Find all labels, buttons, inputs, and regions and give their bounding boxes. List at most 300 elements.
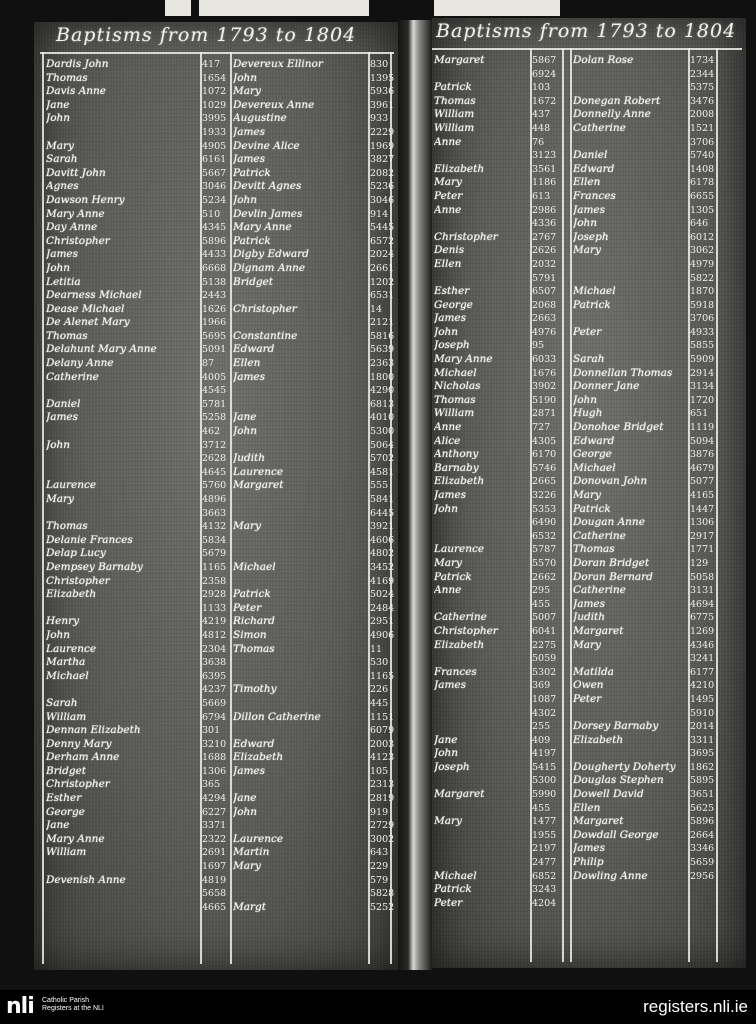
register-entry-name: Judith xyxy=(573,611,606,624)
register-entry-number: 1697 xyxy=(202,861,227,873)
register-entry-name: James xyxy=(434,312,467,325)
register-entry-number: 4210 xyxy=(690,680,715,692)
register-entry-name: Margaret xyxy=(573,815,624,828)
register-entry-name xyxy=(573,312,687,326)
register-entry-number: 5822 xyxy=(690,272,715,284)
register-entry-number: 3827 xyxy=(370,154,395,166)
register-entry-name: Mary xyxy=(46,139,74,152)
register-entry-number: 2665 xyxy=(532,476,557,488)
register-entry-number: 4665 xyxy=(202,901,227,913)
register-entry-name: Christopher xyxy=(434,230,498,243)
register-entry-number: 462 xyxy=(202,426,221,438)
register-entry-name: James xyxy=(573,203,606,216)
register-entry-name xyxy=(573,747,687,761)
register-entry-number: 1521 xyxy=(690,122,715,134)
register-entry-name: Mary Anne xyxy=(46,832,105,845)
register-entry-number: 1305 xyxy=(690,204,715,216)
register-entry-number: 5252 xyxy=(370,901,395,913)
register-entry-name: Martin xyxy=(233,846,270,859)
register-entry-number: 2661 xyxy=(370,262,395,274)
register-entry-name xyxy=(233,887,367,901)
register-entry-name: Devenish Anne xyxy=(46,873,126,886)
register-entry-name xyxy=(434,774,528,788)
register-entry-name: Mary xyxy=(434,556,462,569)
register-entry-name: Dignam Anne xyxy=(233,261,306,274)
register-entry-name: Peter xyxy=(573,692,602,705)
register-entry-name: Dowell David xyxy=(573,788,644,801)
register-entry-number: 2014 xyxy=(690,721,715,733)
register-entry-number: 1966 xyxy=(202,317,227,329)
register-entry-number: 4123 xyxy=(370,752,395,764)
register-entry-name xyxy=(46,602,198,616)
register-entry-name: George xyxy=(573,448,612,461)
register-entry-number: 6161 xyxy=(202,154,227,166)
register-entry-number: 2229 xyxy=(370,126,395,138)
page-tab xyxy=(165,0,191,16)
register-entry-name: Laurence xyxy=(233,832,284,845)
register-entry-name: James xyxy=(434,679,467,692)
register-entry-name: Mary Anne xyxy=(434,353,493,366)
register-entry-number: 2068 xyxy=(532,299,557,311)
register-entry-number: 1688 xyxy=(202,752,227,764)
register-entry-number: 5024 xyxy=(370,589,395,601)
register-entry-name: Ellen xyxy=(434,257,462,270)
register-entry-number: 4812 xyxy=(202,629,227,641)
register-entry-name xyxy=(233,507,367,521)
register-entry-name: Donohoe Bridget xyxy=(573,421,664,434)
register-entry-name: Doran Bernard xyxy=(573,570,653,583)
register-entry-name xyxy=(233,819,367,833)
register-entry-name: Mary xyxy=(46,493,74,505)
register-entry-number: 5791 xyxy=(532,272,557,284)
register-entry-name xyxy=(233,697,367,711)
register-entry-name: James xyxy=(233,153,266,166)
register-entry-number: 5909 xyxy=(690,354,715,366)
register-entry-number: 5658 xyxy=(202,888,227,900)
register-entry-name: Peter xyxy=(573,325,602,338)
register-entry-name: Thomas xyxy=(573,543,615,556)
nli-logo[interactable]: nli xyxy=(6,994,34,1019)
register-entry-name: Owen xyxy=(573,679,604,692)
register-entry-name: Thomas xyxy=(46,71,88,84)
register-entry-number: 5064 xyxy=(370,439,395,451)
register-entry-number: 2024 xyxy=(370,249,395,261)
register-entry-name: Dease Michael xyxy=(46,302,125,315)
register-entry-number: 2917 xyxy=(690,530,715,542)
register-entry-number: 2928 xyxy=(202,589,227,601)
register-entry-name: Timothy xyxy=(233,683,277,696)
register-entry-number: 1408 xyxy=(690,163,715,175)
register-entry-name: Denis xyxy=(434,244,465,257)
register-entry-number: 2628 xyxy=(202,453,227,465)
register-entry-number: 1165 xyxy=(202,561,227,573)
register-entry-name: Dowling Anne xyxy=(573,869,648,882)
register-entry-name: Letitia xyxy=(46,275,81,288)
register-entry-number: 4694 xyxy=(690,598,715,610)
register-entry-name: Thomas xyxy=(233,642,275,655)
register-entry-name xyxy=(46,452,198,466)
register-entry-number: 6445 xyxy=(370,507,395,519)
register-entry-name: John xyxy=(434,325,459,338)
register-entry-number: 5234 xyxy=(202,194,227,206)
register-entry-name: Margaret xyxy=(434,54,485,66)
register-entry-name: Dolan Rose xyxy=(573,54,634,66)
register-entry-number: 1495 xyxy=(690,693,715,705)
register-entry-number: 6507 xyxy=(532,286,557,298)
register-entry-number: 6775 xyxy=(690,612,715,624)
register-entry-name: William xyxy=(434,121,475,134)
register-entry-name: Patrick xyxy=(434,883,472,896)
register-entry-number: 5625 xyxy=(690,802,715,814)
register-entry-number: 4294 xyxy=(202,793,227,805)
ruled-line xyxy=(230,52,232,964)
register-entry-name: Laurence xyxy=(46,479,97,492)
register-entry-number: 5659 xyxy=(690,857,715,869)
register-entry-number: 2663 xyxy=(532,313,557,325)
register-entry-number: 437 xyxy=(532,109,551,121)
register-entry-number: 4165 xyxy=(690,490,715,501)
register-entry-number: 3476 xyxy=(690,95,715,107)
register-entry-name: Davitt John xyxy=(46,166,106,179)
register-entry-name: Margaret xyxy=(233,479,284,492)
register-entry-number: 4976 xyxy=(532,326,557,338)
register-entry-number: 3651 xyxy=(690,789,715,801)
register-entry-name: Michael xyxy=(434,366,477,379)
register-entry-name xyxy=(434,802,528,816)
register-entry-number: 651 xyxy=(690,408,709,420)
register-entry-number: 1133 xyxy=(202,602,227,614)
register-entry-number: 5896 xyxy=(690,816,715,828)
register-entry-number: 1087 xyxy=(532,693,557,705)
register-entry-number: 1734 xyxy=(690,55,715,66)
register-entry-number: 646 xyxy=(690,218,709,230)
register-entry-name: Henry xyxy=(46,615,80,628)
register-entry-number: 4896 xyxy=(202,494,227,505)
register-entry-name: Dennan Elizabeth xyxy=(46,724,141,737)
register-entry-name xyxy=(573,136,687,150)
register-entry-name: Elizabeth xyxy=(434,638,485,651)
register-entry-name: Sarah xyxy=(46,696,78,709)
register-entry-number: 4290 xyxy=(370,385,395,397)
register-entry-number: 5702 xyxy=(370,453,395,465)
register-entry-name: Mary xyxy=(233,520,261,533)
register-entry-number: 3371 xyxy=(202,820,227,832)
register-entry-number: 1771 xyxy=(690,544,715,556)
register-entry-name: Patrick xyxy=(233,234,271,247)
register-entry-number: 3226 xyxy=(532,490,557,501)
register-entry-number: 4237 xyxy=(202,684,227,696)
register-entry-name: Catherine xyxy=(46,370,99,383)
register-entry-number: 409 xyxy=(532,734,551,746)
register-entry-number: 5990 xyxy=(532,789,557,801)
register-entry-number: 4010 xyxy=(370,412,395,424)
register-entry-number: 5679 xyxy=(202,548,227,560)
register-entry-number: 4132 xyxy=(202,521,227,533)
register-entry-name: John xyxy=(46,438,71,451)
register-entry-name xyxy=(233,398,367,412)
ruled-line xyxy=(432,48,742,50)
register-entry-name: Jane xyxy=(233,411,257,424)
register-entry-name: Dearness Michael xyxy=(46,289,142,302)
register-entry-name: Margt xyxy=(233,900,266,913)
register-entry-number: 3243 xyxy=(532,884,557,896)
register-entry-name: John xyxy=(434,502,459,515)
register-entry-number: 229 xyxy=(370,861,389,873)
register-entry-number: 6033 xyxy=(532,354,557,366)
register-entry-number: 2986 xyxy=(532,204,557,216)
register-entry-number: 5760 xyxy=(202,480,227,492)
register-entry-name: Frances xyxy=(434,665,477,678)
name-column xyxy=(233,58,367,914)
register-entry-number: 3921 xyxy=(370,521,395,533)
register-entry-name: Dillon Catherine xyxy=(233,710,321,723)
register-entry-number: 301 xyxy=(202,725,221,737)
register-entry-name xyxy=(434,530,528,544)
register-entry-name: Simon xyxy=(233,628,267,641)
register-entry-name xyxy=(233,656,367,670)
register-entry-number: 1672 xyxy=(532,95,557,107)
register-entry-number: 5094 xyxy=(690,435,715,447)
register-entry-number: 4336 xyxy=(532,218,557,230)
register-entry-number: 727 xyxy=(532,422,551,434)
register-entry-name: James xyxy=(573,842,606,855)
register-entry-number: 4545 xyxy=(202,385,227,397)
register-entry-name: Devereux Ellinor xyxy=(233,58,323,70)
register-entry-name: Laurence xyxy=(233,465,284,478)
register-entry-number: 5138 xyxy=(202,276,227,288)
register-entry-number: 6012 xyxy=(690,231,715,243)
register-entry-name: William xyxy=(434,108,475,121)
register-entry-name: Anne xyxy=(434,584,462,597)
register-entry-name: Donnelly Anne xyxy=(573,108,651,121)
register-entry-name: Joseph xyxy=(434,339,470,352)
register-entry-number: 5190 xyxy=(532,394,557,406)
register-entry-number: 3123 xyxy=(532,150,557,162)
register-entry-name: Catherine xyxy=(573,121,626,134)
register-entry-number: 2729 xyxy=(370,820,395,832)
register-entry-number: 6668 xyxy=(202,262,227,274)
name-column xyxy=(434,54,528,910)
register-entry-number: 2275 xyxy=(532,639,557,651)
register-entry-name xyxy=(233,547,367,561)
register-entry-number: 579 xyxy=(370,874,389,886)
register-entry-name: Delanie Frances xyxy=(46,533,133,546)
number-column xyxy=(370,58,396,914)
register-entry-name xyxy=(573,707,687,721)
register-entry-name: Christopher xyxy=(46,778,110,791)
register-entry-name: James xyxy=(233,125,266,138)
register-entry-name: Ellen xyxy=(573,176,601,189)
register-entry-name xyxy=(434,842,528,856)
register-entry-number: 2322 xyxy=(202,833,227,845)
register-entry-number: 2914 xyxy=(690,367,715,379)
register-entry-name: Constantine xyxy=(233,329,298,342)
register-entry-number: 6177 xyxy=(690,666,715,678)
register-entry-name: Richard xyxy=(233,615,275,628)
register-entry-number: 2691 xyxy=(202,847,227,859)
register-entry-name xyxy=(46,126,198,140)
register-entry-number: 5077 xyxy=(690,476,715,488)
register-entry-number: 5918 xyxy=(690,299,715,311)
register-entry-name: Dempsey Barnaby xyxy=(46,560,143,573)
register-entry-number: 3561 xyxy=(532,163,557,175)
register-entry-name xyxy=(46,683,198,697)
page-tab xyxy=(434,0,560,16)
register-entry-number: 2819 xyxy=(370,793,395,805)
register-entry-number: 1862 xyxy=(690,761,715,773)
register-entry-number: 4433 xyxy=(202,249,227,261)
register-entry-number: 530 xyxy=(370,657,389,669)
register-entry-number: 4606 xyxy=(370,534,395,546)
ruled-line xyxy=(40,52,394,54)
register-entry-name: Jane xyxy=(46,819,70,832)
register-entry-number: 6924 xyxy=(532,68,557,80)
register-entry-number: 3046 xyxy=(370,194,395,206)
register-entry-number: 6227 xyxy=(202,806,227,818)
register-entry-number: 455 xyxy=(532,598,551,610)
register-entry-name: Bridget xyxy=(233,275,273,288)
register-entry-name: Devitt Agnes xyxy=(233,180,302,193)
register-entry-name: De Alenet Mary xyxy=(46,316,130,329)
register-entry-number: 1269 xyxy=(690,625,715,637)
register-entry-name: Ellen xyxy=(573,801,601,814)
register-entry-name: Esther xyxy=(434,285,470,298)
register-entry-name: Joseph xyxy=(573,230,609,243)
register-entry-name: Patrick xyxy=(573,502,611,515)
register-entry-name xyxy=(434,707,528,721)
register-entry-name: Mary xyxy=(233,860,261,873)
register-entry-name: William xyxy=(46,710,87,723)
register-entry-number: 3638 xyxy=(202,657,227,669)
register-entry-name: Ellen xyxy=(233,357,261,370)
register-entry-name xyxy=(46,466,198,480)
register-entry-name: Mary xyxy=(434,815,462,828)
register-entry-name: Sarah xyxy=(573,353,605,366)
register-entry-name: Edward xyxy=(233,343,275,356)
register-entry-number: 4802 xyxy=(370,548,395,560)
register-entry-number: 830 xyxy=(370,59,389,70)
register-entry-name: Frances xyxy=(573,189,616,202)
register-entry-name xyxy=(434,856,528,870)
register-entry-name xyxy=(233,384,367,398)
register-entry-number: 1306 xyxy=(202,765,227,777)
register-entry-number: 6852 xyxy=(532,870,557,882)
register-entry-name xyxy=(434,693,528,707)
register-entry-number: 2662 xyxy=(532,571,557,583)
register-entry-name: John xyxy=(233,425,258,438)
register-entry-name: Peter xyxy=(434,896,463,909)
register-entry-name: Delany Anne xyxy=(46,357,114,370)
register-entry-number: 5302 xyxy=(532,666,557,678)
register-entry-name: Catherine xyxy=(434,611,487,624)
register-entry-name: Esther xyxy=(46,792,82,805)
register-entry-name: Edward xyxy=(573,162,615,175)
register-entry-number: 5834 xyxy=(202,534,227,546)
register-entry-number: 4906 xyxy=(370,629,395,641)
register-entry-name: Catherine xyxy=(573,529,626,542)
register-entry-name xyxy=(233,724,367,738)
register-entry-name xyxy=(233,575,367,589)
book-gutter xyxy=(398,20,432,970)
register-entry-name: Devereux Anne xyxy=(233,98,315,111)
register-entry-name xyxy=(46,384,198,398)
register-entry-number: 1165 xyxy=(370,670,395,682)
register-entry-number: 448 xyxy=(532,122,551,134)
register-entry-number: 5816 xyxy=(370,330,395,342)
register-entry-name xyxy=(573,272,687,286)
register-entry-name: Mary xyxy=(434,176,462,189)
register-entry-number: 3706 xyxy=(690,313,715,325)
register-entry-name: Judith xyxy=(233,452,266,465)
register-entry-name: George xyxy=(46,805,85,818)
register-entry-number: 2197 xyxy=(532,843,557,855)
register-entry-name xyxy=(233,670,367,684)
register-entry-number: 5639 xyxy=(370,344,395,356)
register-entry-number: 5781 xyxy=(202,398,227,410)
register-entry-name: Philip xyxy=(573,856,604,869)
register-entry-number: 2003 xyxy=(370,738,395,750)
register-entry-name: Elizabeth xyxy=(573,733,624,746)
register-entry-number: 1151 xyxy=(370,711,395,723)
register-entry-number: 2344 xyxy=(690,68,715,80)
register-entry-name: Delahunt Mary Anne xyxy=(46,343,157,356)
logo-subtitle: Catholic Parish Registers at the NLI xyxy=(42,997,104,1012)
register-entry-name: Dowdall George xyxy=(573,828,659,841)
register-entry-name: Margaret xyxy=(434,788,485,801)
register-entry-name: Michael xyxy=(46,669,89,682)
register-entry-number: 2767 xyxy=(532,231,557,243)
register-entry-name xyxy=(434,652,528,666)
number-column xyxy=(690,54,718,883)
register-entry-number: 4345 xyxy=(202,222,227,234)
register-entry-name xyxy=(573,81,687,95)
register-entry-number: 3995 xyxy=(202,113,227,125)
register-entry-number: 3062 xyxy=(690,245,715,257)
register-entry-number: 3452 xyxy=(370,561,395,573)
register-entry-number: 5787 xyxy=(532,544,557,556)
register-entry-name: Douglas Stephen xyxy=(573,774,664,787)
register-entry-number: 226 xyxy=(370,684,389,696)
register-entry-name: Jane xyxy=(46,98,70,111)
site-link[interactable]: registers.nli.ie xyxy=(643,997,748,1016)
register-entry-number: 103 xyxy=(532,82,551,94)
register-entry-name: John xyxy=(46,628,71,641)
register-entry-name: Barnaby xyxy=(434,461,479,474)
register-entry-number: 555 xyxy=(370,480,389,492)
register-entry-name: Digby Edward xyxy=(233,248,309,261)
register-entry-name xyxy=(573,652,687,666)
register-entry-number: 1933 xyxy=(202,126,227,138)
register-entry-number: 2363 xyxy=(370,358,395,370)
register-entry-name: Anne xyxy=(434,421,462,434)
register-entry-number: 6079 xyxy=(370,725,395,737)
register-entry-number: 4645 xyxy=(202,466,227,478)
ruled-line xyxy=(570,48,572,962)
register-entry-number: 4679 xyxy=(690,462,715,474)
register-entry-name: Elizabeth xyxy=(233,751,284,764)
register-entry-number: 1955 xyxy=(532,829,557,841)
register-entry-number: 5415 xyxy=(532,761,557,773)
register-entry-number: 6170 xyxy=(532,449,557,461)
register-entry-name: Michael xyxy=(573,461,616,474)
register-entry-number: 2358 xyxy=(202,575,227,587)
register-entry-name: Mary xyxy=(573,489,601,501)
register-entry-name: Thomas xyxy=(434,393,476,406)
register-entry-name: Dawson Henry xyxy=(46,193,125,206)
register-entry-number: 2484 xyxy=(370,602,395,614)
register-entry-number: 3241 xyxy=(690,653,715,665)
register-entry-name: Christopher xyxy=(434,624,498,637)
